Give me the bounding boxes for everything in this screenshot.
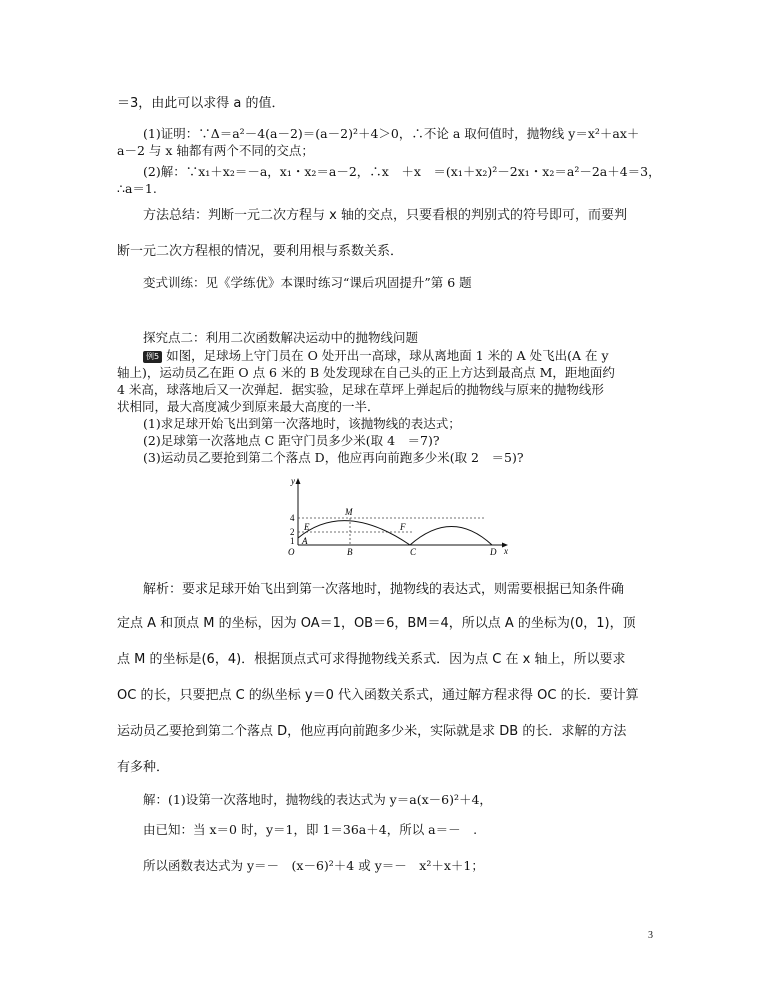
text-line-l12	[117, 382, 604, 398]
point-f: F	[400, 522, 406, 532]
line-text: (2)解：∵x₁＋x₂＝－a，x₁・x₂＝a－2，∴x ＋x ＝(x₁＋x₂)²－2x₁・x₂＝a²－2a＋4＝3，	[143, 164, 661, 179]
line-text: (2)足球第一次落地点 C 距守门员多少米(取 4 ＝7)?	[143, 433, 440, 448]
text-line-l4	[143, 164, 661, 180]
origin-label: O	[288, 547, 295, 557]
text-line-l24	[143, 822, 477, 838]
line-text: a－2 与 x 轴都有两个不同的交点；	[117, 143, 314, 158]
text-line-l2	[143, 126, 639, 142]
text-line-l17	[143, 582, 624, 598]
text-line-l15	[143, 433, 440, 449]
line-text: ∴a＝1.	[117, 181, 157, 196]
text-line-l10	[143, 348, 609, 364]
line-text: 有多种．	[117, 760, 170, 775]
text-line-l25	[143, 858, 484, 874]
text-line-l1	[117, 96, 285, 112]
text-line-l9	[143, 330, 418, 346]
example-badge: 例5	[143, 351, 162, 363]
line-text: 所以函数表达式为 y＝－ (x－6)²＋4 或 y＝－ x²＋x＋1；	[143, 858, 484, 873]
page-number: 3	[648, 930, 653, 941]
tick-2: 2	[290, 527, 295, 537]
text-line-l13	[117, 399, 380, 415]
line-text: 由已知：当 x＝0 时，y＝1，即 1＝36a＋4，所以 a＝－ .	[143, 822, 478, 837]
text-line-l11	[117, 365, 615, 381]
first-parabola	[298, 521, 410, 545]
text-line-l8	[143, 275, 472, 291]
text-line-l14	[143, 416, 461, 432]
point-b: B	[347, 547, 353, 557]
tick-1: 1	[290, 536, 295, 546]
text-line-l22	[117, 760, 169, 776]
line-text: (1)证明：∵Δ＝a²－4(a－2)＝(a－2)²＋4＞0，∴不论 a 取何值时，抛物线 y＝x²＋ax＋	[143, 126, 640, 141]
line-text: 变式训练：见《学练优》本课时练习“课后巩固提升”第 6 题	[143, 275, 472, 290]
text-line-l23	[143, 792, 492, 808]
line-text: 如图，足球场上守门员在 O 处开出一高球，球从离地面 1 米的 A 处飞出(A 在 y	[166, 348, 609, 363]
y-axis-label: y	[291, 476, 295, 486]
line-text: 状相同，最大高度减少到原来最大高度的一半．	[117, 399, 380, 414]
point-c: C	[410, 547, 417, 557]
line-text: 轴上)，运动员乙在距 O 点 6 米的 B 处发现球在自己头的正上方达到最高点 M，距地面约	[117, 365, 615, 380]
point-m: M	[345, 507, 353, 517]
line-text: 方法总结：判断一元二次方程与 x 轴的交点，只要看根的判别式的符号即可，而要判	[143, 208, 627, 223]
text-line-l20	[117, 688, 639, 704]
y-axis-arrow	[296, 478, 301, 484]
text-line-l18	[117, 616, 636, 632]
line-text: 解析：要求足球开始飞出到第一次落地时，抛物线的表达式，则需要根据已知条件确	[143, 582, 625, 597]
text-line-l21	[117, 724, 626, 740]
line-text: 点 M 的坐标是(6，4)．根据顶点式可求得抛物线关系式．因为点 C 在 x 轴上，所以要求	[117, 652, 626, 667]
text-line-l6	[143, 208, 627, 224]
line-text: (3)运动员乙要抢到第二个落点 D，他应再向前跑多少米(取 2 ＝5)?	[143, 450, 524, 465]
point-e: E	[304, 522, 310, 532]
text-line-l16	[143, 450, 524, 466]
second-parabola	[410, 527, 492, 546]
line-text: 4 米高，球落地后又一次弹起．据实验，足球在草坪上弹起后的抛物线与原来的抛物线形	[117, 382, 604, 397]
parabola-figure	[282, 474, 517, 564]
line-text: OC 的长，只要把点 C 的纵坐标 y＝0 代入函数关系式，通过解方程求得 OC 的长．要计算	[117, 688, 639, 703]
line-text: 探究点二：利用二次函数解决运动中的抛物线问题	[143, 330, 419, 345]
text-line-l3	[117, 143, 314, 159]
x-axis-label: x	[504, 546, 508, 556]
text-line-l7	[117, 244, 403, 260]
line-text: (1)求足球开始飞出到第一次落地时，该抛物线的表达式；	[143, 416, 461, 431]
line-text: 断一元二次方程根的情况，要利用根与系数关系．	[117, 244, 404, 259]
tick-4: 4	[290, 513, 295, 523]
text-line-l5	[117, 181, 157, 197]
line-text: 解：(1)设第一次落地时，抛物线的表达式为 y＝a(x－6)²＋4，	[143, 792, 492, 807]
point-a: A	[302, 536, 308, 546]
line-text: ＝3，由此可以求得 a 的值．	[117, 96, 285, 111]
point-d: D	[490, 547, 497, 557]
line-text: 运动员乙要抢到第二个落点 D，他应再向前跑多少米，实际就是求 DB 的长．求解的方法	[117, 724, 627, 739]
line-text: 定点 A 和顶点 M 的坐标，因为 OA＝1，OB＝6，BM＝4，所以点 A 的坐标为(0，1)，顶	[117, 616, 636, 631]
text-line-l19	[117, 652, 625, 668]
